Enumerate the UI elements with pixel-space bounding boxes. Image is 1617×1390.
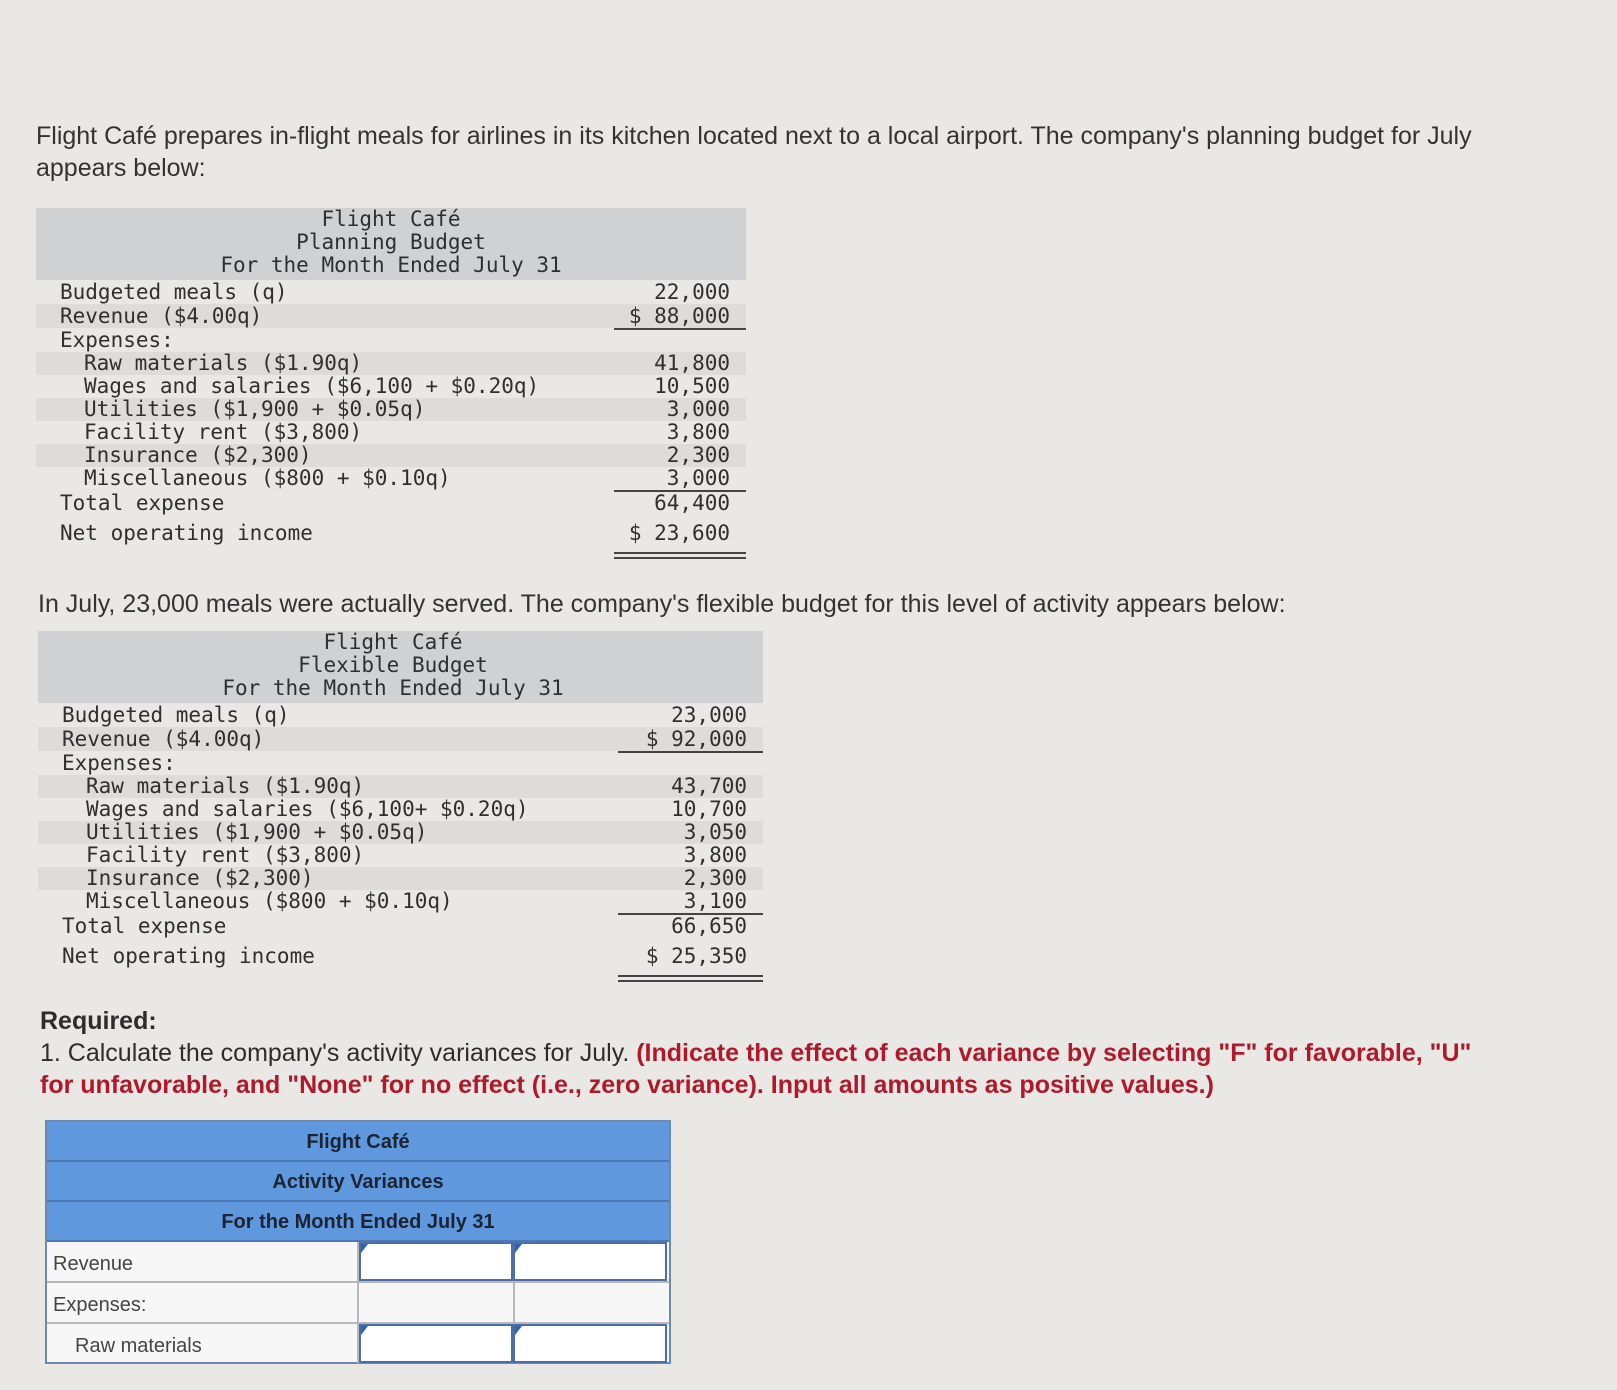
table-row xyxy=(36,375,746,398)
row-label: Budgeted meals (q) xyxy=(62,703,290,727)
row-label: Net operating income xyxy=(62,944,315,968)
revenue-amount-input[interactable] xyxy=(359,1242,513,1281)
row-label: Net operating income xyxy=(60,521,313,545)
row-label: Total expense xyxy=(62,914,227,938)
table-row xyxy=(36,280,746,304)
table-row xyxy=(38,890,763,913)
row-label: Insurance ($2,300) xyxy=(84,443,312,467)
table-row xyxy=(36,490,746,516)
planning-budget-header xyxy=(36,208,746,280)
empty-cell xyxy=(513,1283,667,1322)
row-value: 10,700 xyxy=(671,797,747,821)
row-label: Wages and salaries ($6,100 + $0.20q) xyxy=(84,374,540,398)
planning-budget xyxy=(36,208,748,553)
row-value: 66,650 xyxy=(671,914,747,938)
activity-period: For the Month Ended July 31 xyxy=(221,1211,495,1233)
row-value: 43,700 xyxy=(671,774,747,798)
row-label: Expenses: xyxy=(62,751,176,775)
row-label: Wages and salaries ($6,100+ $0.20q) xyxy=(86,797,529,821)
table-row xyxy=(36,467,746,490)
required-section xyxy=(40,1005,1500,1101)
row-value: 3,050 xyxy=(683,820,747,844)
flexible-intro-text: In July, 23,000 meals were actually served. The company's flexible budget for this level of activity appears below: xyxy=(38,590,1286,618)
row-value: 2,300 xyxy=(683,866,747,890)
table-row xyxy=(36,398,746,421)
row-label: Total expense xyxy=(60,491,225,515)
intro-text: Flight Café prepares in-flight meals for airlines in its kitchen located next to a local airport. The company's planning budget for July appears below: xyxy=(36,122,1472,182)
table-row xyxy=(47,1324,669,1362)
flexible-budget-title: Flight Café xyxy=(323,630,463,654)
row-value: $ 92,000 xyxy=(645,727,747,751)
revenue-effect-select[interactable] xyxy=(513,1242,667,1281)
row-label: Facility rent ($3,800) xyxy=(84,420,363,444)
row-value: $ 25,350 xyxy=(645,944,747,968)
row-value: 3,800 xyxy=(666,420,730,444)
row-label: Revenue ($4.00q) xyxy=(60,304,263,328)
empty-cell xyxy=(359,1283,515,1322)
row-label: Raw materials ($1.90q) xyxy=(86,774,365,798)
row-value: 10,500 xyxy=(654,374,730,398)
row-label: Utilities ($1,900 + $0.05q) xyxy=(86,820,428,844)
planning-budget-period: For the Month Ended July 31 xyxy=(220,253,562,277)
table-row xyxy=(38,913,763,939)
table-row xyxy=(36,352,746,375)
row-label: Revenue ($4.00q) xyxy=(62,727,265,751)
row-label: Expenses: xyxy=(47,1283,359,1322)
table-row xyxy=(36,444,746,467)
activity-period-row xyxy=(47,1202,669,1242)
row-value: 22,000 xyxy=(654,280,730,304)
table-row xyxy=(36,304,746,328)
required-item-note: (Indicate the effect of each variance by selecting "F" for favorable, "U" for unfavorable, and "None" for no effect (i.e., zero variance). Input all amounts as positive values.) xyxy=(40,1039,1472,1099)
raw-materials-effect-select[interactable] xyxy=(513,1324,667,1363)
flexible-budget-subtitle: Flexible Budget xyxy=(298,653,488,677)
row-label: Raw materials xyxy=(47,1324,359,1363)
row-label: Insurance ($2,300) xyxy=(86,866,314,890)
table-row xyxy=(38,775,763,798)
table-row xyxy=(36,421,746,444)
flexible-budget-period: For the Month Ended July 31 xyxy=(222,676,564,700)
row-label: Miscellaneous ($800 + $0.10q) xyxy=(84,466,451,490)
table-row xyxy=(38,844,763,867)
activity-title: Flight Café xyxy=(306,1131,410,1153)
row-label: Miscellaneous ($800 + $0.10q) xyxy=(86,889,453,913)
row-value: 3,000 xyxy=(666,466,730,490)
activity-subtitle: Activity Variances xyxy=(272,1171,444,1193)
table-row xyxy=(38,798,763,821)
row-label: Revenue xyxy=(47,1242,359,1281)
table-row xyxy=(47,1242,669,1283)
double-underline xyxy=(618,975,763,982)
raw-materials-amount-input[interactable] xyxy=(359,1324,513,1363)
activity-title-row xyxy=(47,1122,669,1162)
row-label: Facility rent ($3,800) xyxy=(86,843,365,867)
required-item-text: 1. Calculate the company's activity variances for July. xyxy=(40,1039,637,1067)
table-row xyxy=(38,821,763,844)
row-value: 3,100 xyxy=(683,889,747,913)
required-instructions xyxy=(40,1037,1500,1101)
table-row xyxy=(38,867,763,890)
table-row xyxy=(36,516,746,550)
double-underline xyxy=(614,552,746,559)
flexible-budget xyxy=(38,631,765,976)
activity-subtitle-row xyxy=(47,1162,669,1202)
row-value: 3,800 xyxy=(683,843,747,867)
row-value: $ 23,600 xyxy=(628,521,730,545)
table-row xyxy=(38,751,763,775)
row-value: $ 88,000 xyxy=(628,304,730,328)
table-row xyxy=(36,328,746,352)
row-value: 41,800 xyxy=(654,351,730,375)
row-label: Expenses: xyxy=(60,328,174,352)
flexible-budget-header xyxy=(38,631,763,703)
table-row xyxy=(38,703,763,727)
table-row xyxy=(38,939,763,973)
row-value: 23,000 xyxy=(671,703,747,727)
required-heading: Required: xyxy=(40,1007,157,1035)
planning-budget-subtitle: Planning Budget xyxy=(296,230,486,254)
activity-variances-table xyxy=(45,1120,671,1364)
row-value: 3,000 xyxy=(666,397,730,421)
planning-budget-title: Flight Café xyxy=(321,207,461,231)
row-value: 2,300 xyxy=(666,443,730,467)
row-label: Budgeted meals (q) xyxy=(60,280,288,304)
table-row xyxy=(47,1283,669,1324)
row-label: Raw materials ($1.90q) xyxy=(84,351,363,375)
row-label: Utilities ($1,900 + $0.05q) xyxy=(84,397,426,421)
row-value: 64,400 xyxy=(654,491,730,515)
table-row xyxy=(38,727,763,751)
